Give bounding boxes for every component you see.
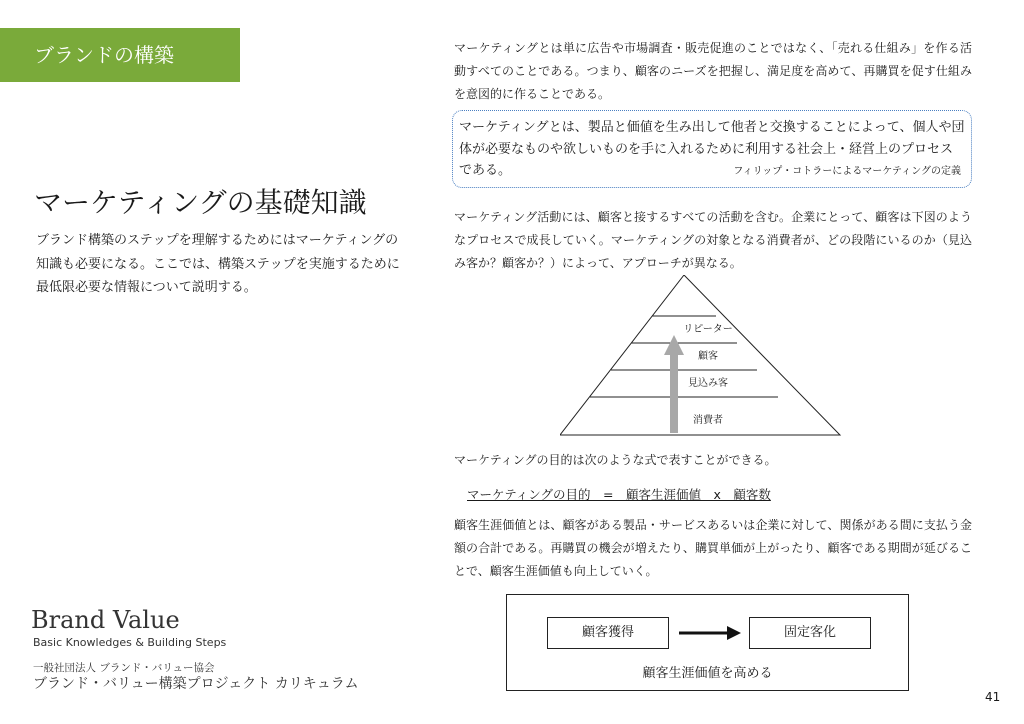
section-tag: ブランドの構築 bbox=[0, 28, 240, 82]
pyramid-level-customer: 顧客 bbox=[698, 351, 718, 362]
page-number: 41 bbox=[985, 690, 1001, 704]
pyramid-level-repeater: リピーター bbox=[683, 324, 733, 335]
flow-caption: 顧客生涯価値を高める bbox=[642, 666, 773, 681]
quote-text: マーケティングとは、製品と価値を生み出して他者と交換することによって、個人や団体が必要なものや欲しいものを手に入れるために利用する社会上・経営上のプロセスである。 bbox=[459, 120, 965, 178]
ltv-flow-diagram bbox=[506, 594, 909, 691]
intro-text: ブランド構築のステップを理解するためにはマーケティングの知識も必要になる。ここでは、構築ステップを実施するために最低限必要な情報について説明する。 bbox=[36, 233, 400, 295]
quote-source: フィリップ・コトラーによるマーケティングの定義 bbox=[733, 165, 961, 177]
customer-pyramid-diagram bbox=[560, 275, 860, 440]
flow-box-acquisition: 顧客獲得 bbox=[547, 617, 669, 649]
curriculum-title: ブランド・バリュー構築プロジェクト カリキュラム bbox=[33, 676, 359, 692]
brand-logo-text: Brand Value bbox=[31, 606, 180, 634]
right-arrow-icon bbox=[677, 623, 745, 643]
pyramid-level-prospect: 見込み客 bbox=[688, 378, 728, 389]
paragraph-purpose: マーケティングの目的は次のような式で表すことができる。 bbox=[454, 453, 777, 467]
paragraph-marketing-definition: マーケティングとは単に広告や市場調査・販売促進のことではなく、「売れる仕組み」を作る活動すべてのことである。つまり、顧客のニーズを把握し、満足度を高めて、再購買を促す仕組みを意図的に作ることである。 bbox=[454, 41, 972, 101]
growth-arrow-icon bbox=[664, 335, 684, 433]
flow-box-retention: 固定客化 bbox=[749, 617, 871, 649]
marketing-formula: マーケティングの目的 = 顧客生涯価値 x 顧客数 bbox=[467, 487, 771, 502]
kotler-quote-box bbox=[452, 110, 972, 188]
paragraph-ltv: 顧客生涯価値とは、顧客がある製品・サービスあるいは企業に対して、関係がある間に支払う金額の合計である。再購買の機会が増えたり、購買単価が上がったり、顧客である期間が延びることで、顧客生涯価値も向上していく。 bbox=[454, 518, 972, 578]
pyramid-level-consumer: 消費者 bbox=[693, 415, 723, 426]
page-title: マーケティングの基礎知識 bbox=[34, 186, 367, 219]
paragraph-customer-growth: マーケティング活動には、顧客と接するすべての活動を含む。企業にとって、顧客は下図のようなプロセスで成長していく。マーケティングの対象となる消費者が、どの段階にいるのか（見込み客か？顧客か？）によって、アプローチが異なる。 bbox=[454, 210, 972, 270]
organization-name: 一般社団法人 ブランド・バリュー協会 bbox=[33, 662, 215, 674]
brand-subtitle: Basic Knowledges & Building Steps bbox=[33, 636, 227, 649]
